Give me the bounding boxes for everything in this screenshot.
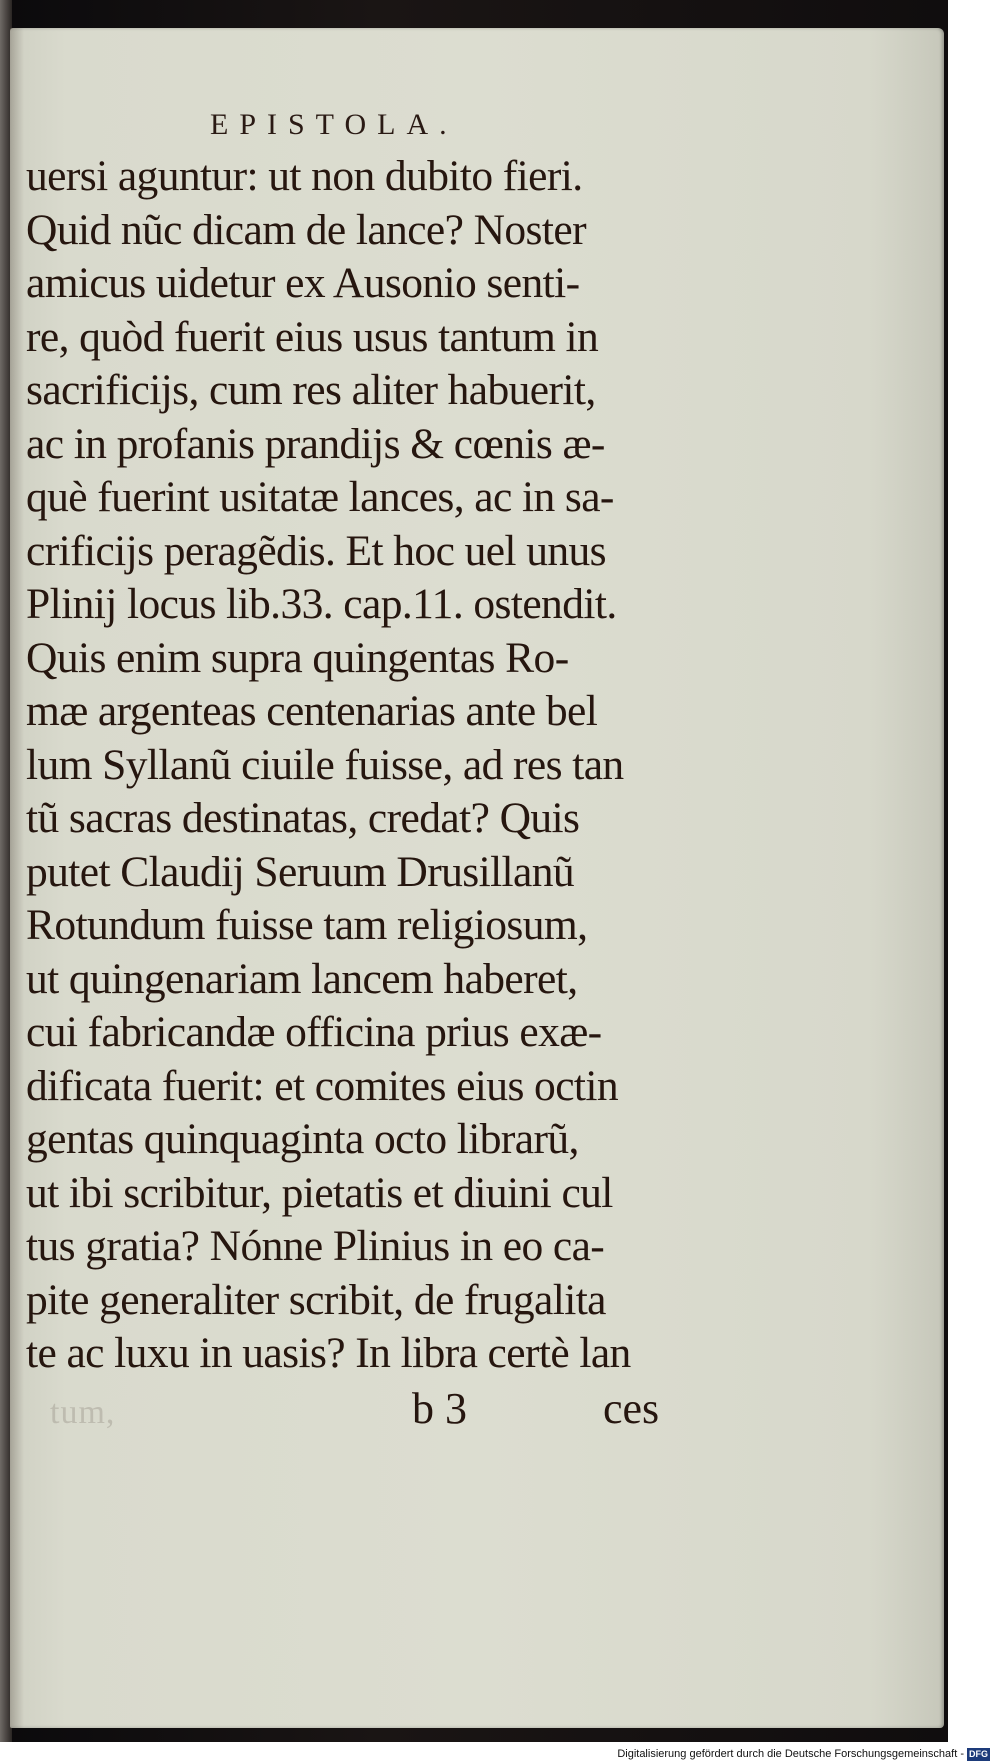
text-line: ac in profanis prandijs & cœnis æ- — [26, 419, 605, 468]
text-block — [26, 150, 666, 1381]
text-line: mæ argenteas centenarias ante bel — [26, 687, 598, 735]
text-line: tũ sacras destinatas, credat? Quis — [26, 794, 580, 842]
dfg-logo: DFG — [969, 1748, 988, 1759]
text-line: lum Syllanũ ciuile fuisse, ad res tan — [26, 740, 624, 789]
text-line: re, quòd fuerit eius usus tantum in — [26, 312, 599, 361]
signature-mark: b 3 — [412, 1384, 467, 1433]
text-line: tus gratia? Nónne Plinius in eo ca- — [26, 1222, 605, 1270]
bleed-through-text: tum, — [50, 1394, 116, 1431]
text-line: Quis enim supra quingentas Ro- — [26, 633, 569, 682]
text-line: ut ibi scribitur, pietatis et diuini cul — [26, 1168, 613, 1217]
text-line: què fuerint usitatæ lances, ac in sa- — [26, 473, 614, 521]
catchword: ces — [603, 1384, 660, 1433]
running-head: EPISTOLA. — [210, 108, 458, 141]
text-line: te ac luxu in uasis? In libra certè lan — [26, 1329, 631, 1377]
text-line: pite generaliter scribit, de frugalita — [26, 1275, 606, 1324]
text-line: Quid nũc dicam de lance? Noster — [26, 205, 586, 254]
page-gutter-shadow — [10, 28, 24, 1728]
digitization-credit — [617, 1746, 990, 1762]
text-line: ut quingenariam lancem haberet, — [26, 954, 578, 1003]
text-line: Plinij locus lib.33. cap.11. ostendit. — [26, 580, 617, 628]
text-line: dificata fuerit: et comites eius octin — [26, 1061, 619, 1110]
text-line: amicus uidetur ex Ausonio senti- — [26, 259, 580, 307]
text-line: cui fabricandæ officina prius exæ- — [26, 1008, 602, 1056]
text-line: putet Claudij Seruum Drusillanũ — [26, 847, 575, 896]
text-line: crificijs peragẽdis. Et hoc uel unus — [26, 526, 606, 575]
text-line: gentas quinquaginta octo librarũ, — [26, 1115, 579, 1163]
text-line: Rotundum fuisse tam religiosum, — [26, 901, 588, 949]
text-line: uersi aguntur: ut non dubito fieri. — [26, 152, 583, 200]
credit-text: Digitalisierung gefördert durch die Deutsche Forschungsgemeinschaft - — [617, 1748, 964, 1760]
text-line: sacrificijs, cum res aliter habuerit, — [26, 366, 596, 414]
